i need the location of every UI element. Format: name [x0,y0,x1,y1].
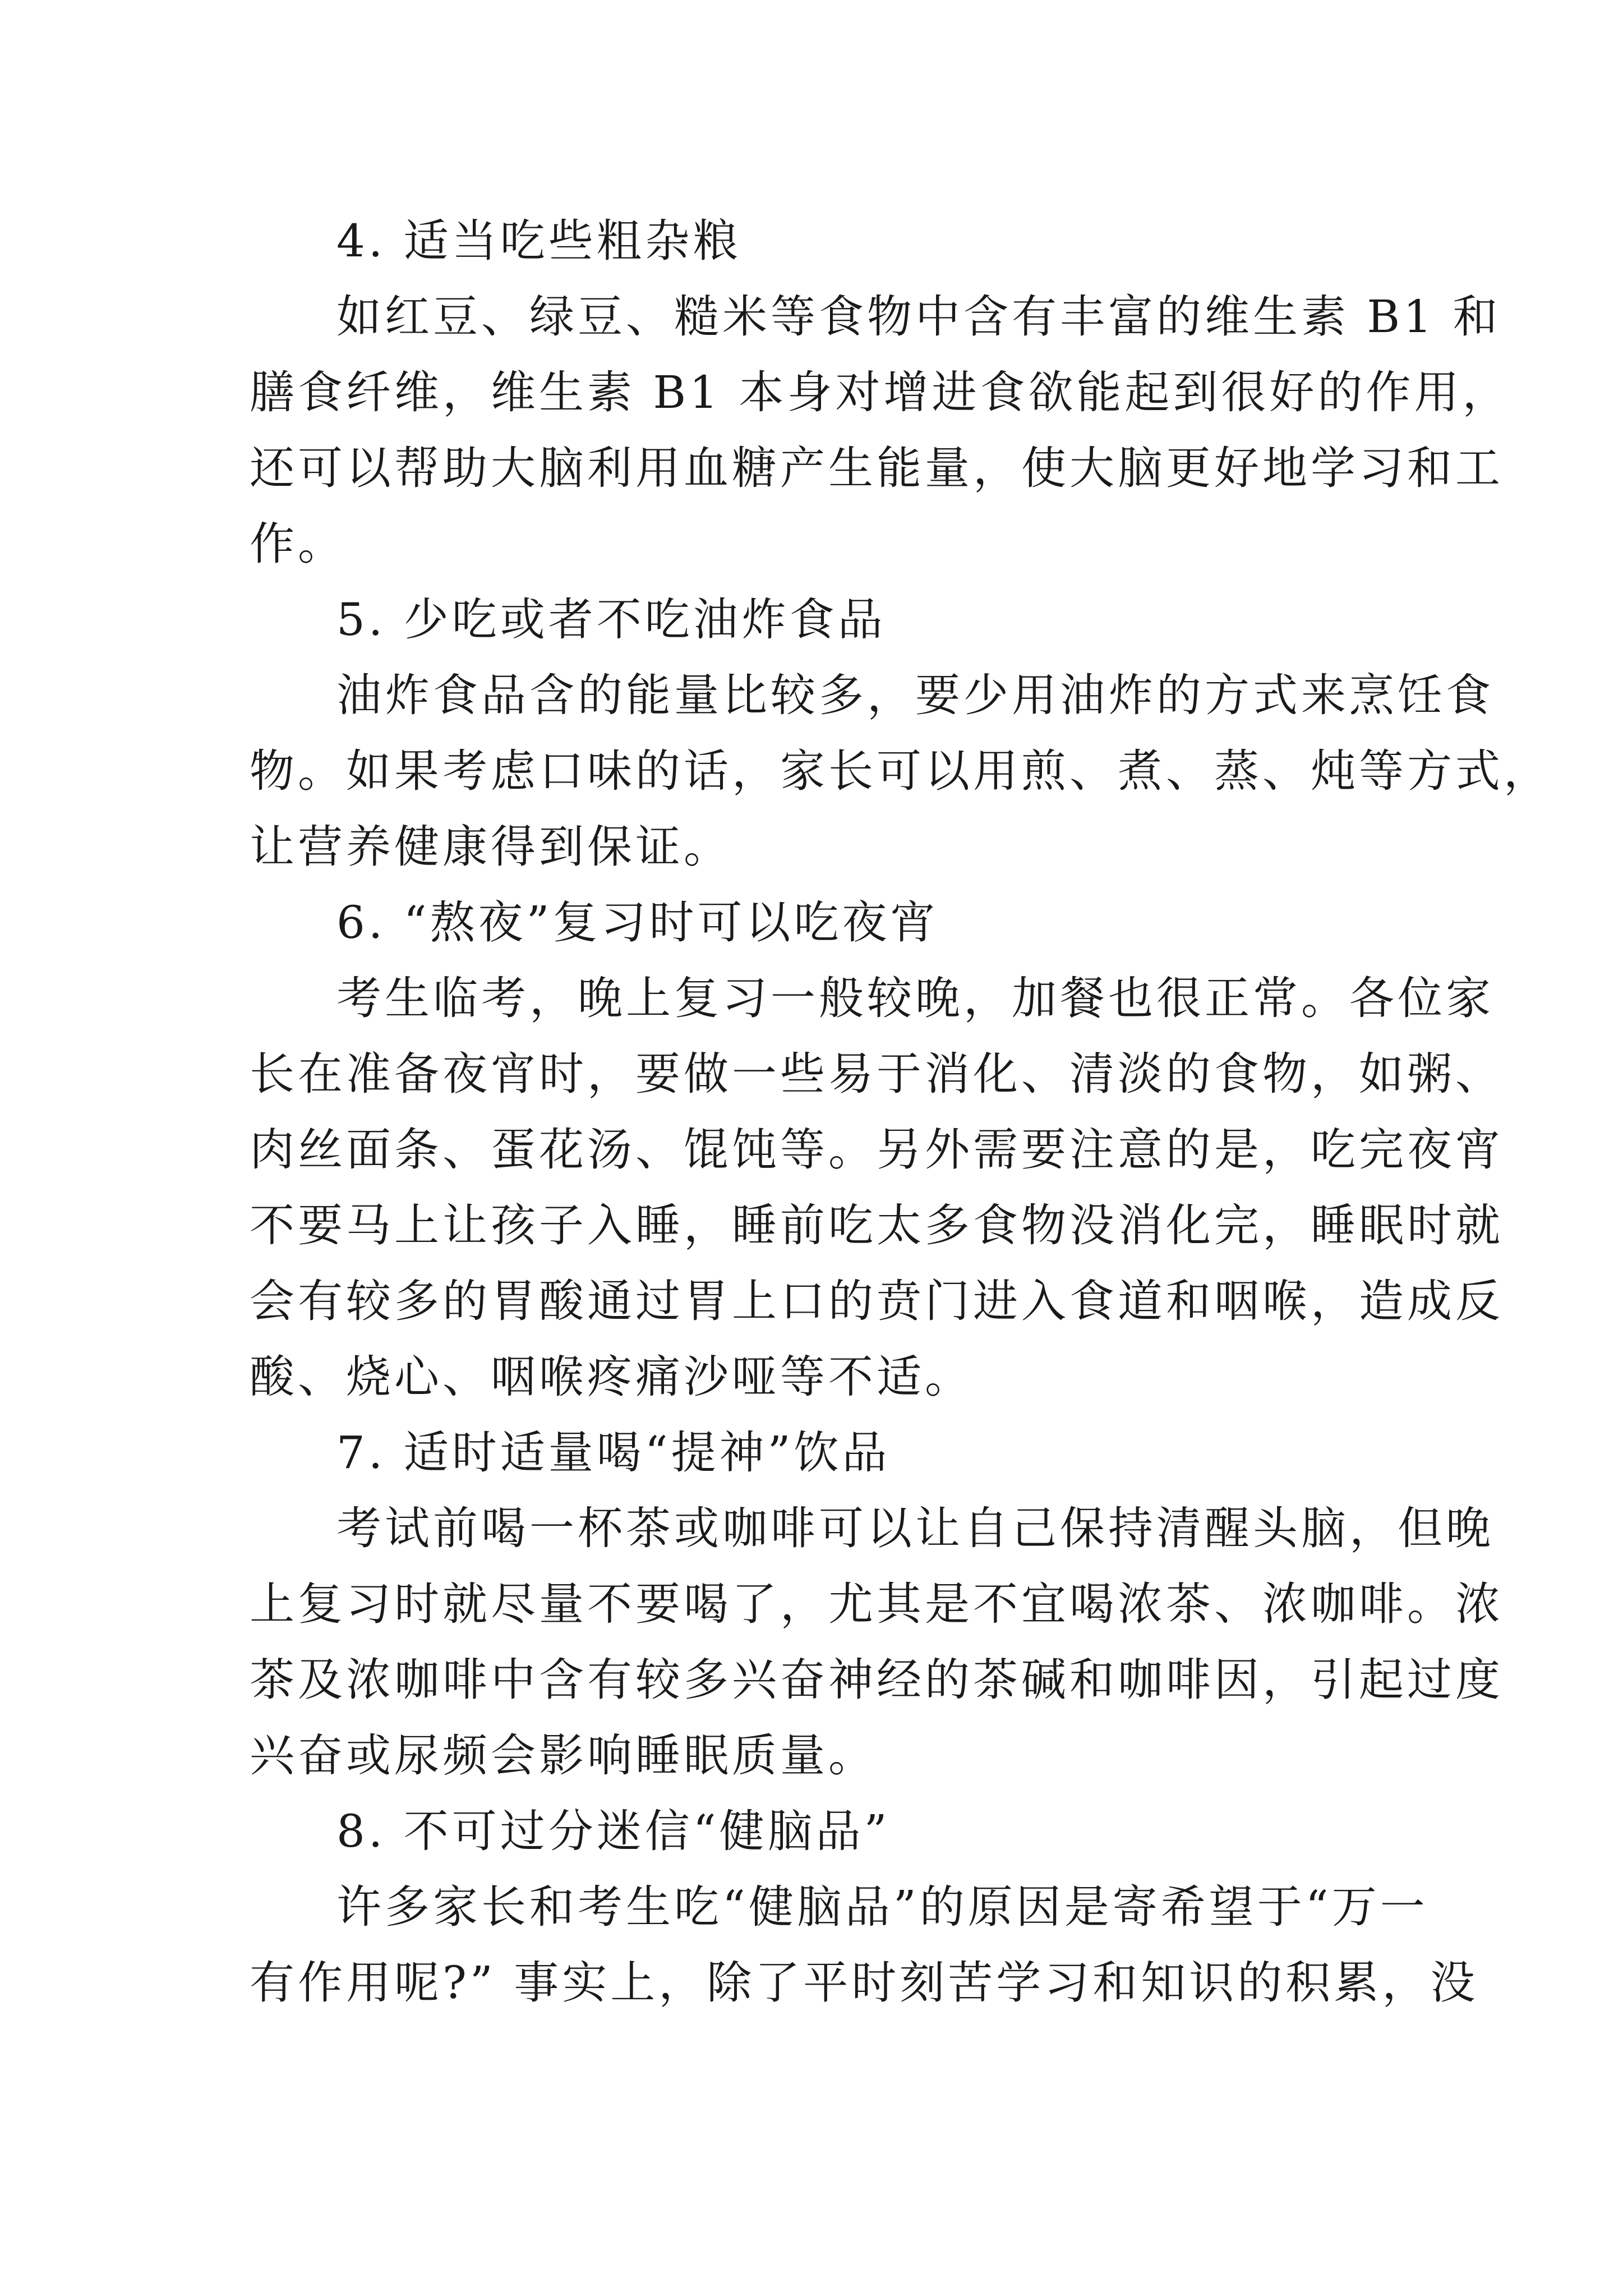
paragraph-line: 肉丝面条、蛋花汤、馄饨等。另外需要注意的是，吃完夜宵 [250,1124,1504,1176]
paragraph-line: 长在准备夜宵时，要做一些易于消化、清淡的食物，如粥、 [250,1048,1504,1100]
paragraph-line: 作。 [250,518,346,570]
heading-5: 5. 少吃或者不吃油炸食品 [336,593,886,646]
paragraph-line: 会有较多的胃酸通过胃上口的贲门进入食道和咽喉，造成反 [250,1275,1504,1327]
paragraph-line: 上复习时就尽量不要喝了，尤其是不宜喝浓茶、浓咖啡。浓 [250,1578,1504,1630]
paragraph-line: 考生临考，晚上复习一般较晚，加餐也很正常。各位家 [336,972,1494,1024]
paragraph-line: 物。如果考虑口味的话，家长可以用煎、煮、蒸、炖等方式， [250,745,1552,797]
paragraph-line: 不要马上让孩子入睡，睡前吃太多食物没消化完，睡眠时就 [250,1199,1504,1251]
paragraph-line: 油炸食品含的能量比较多，要少用油炸的方式来烹饪食 [336,669,1494,721]
paragraph-line: 兴奋或尿频会影响睡眠质量。 [250,1729,877,1782]
heading-6: 6. “熬夜”复习时可以吃夜宵 [336,896,939,949]
paragraph-line: 茶及浓咖啡中含有较多兴奋神经的茶碱和咖啡因，引起过度 [250,1654,1504,1706]
paragraph-line: 许多家长和考生吃“健脑品”的原因是寄希望于“万一 [336,1881,1428,1933]
paragraph-line: 让营养健康得到保证。 [250,821,732,873]
heading-4: 4. 适当吃些粗杂粮 [336,215,741,267]
heading-7: 7. 适时适量喝“提神”饮品 [336,1427,891,1479]
heading-8: 8. 不可过分迷信“健脑品” [336,1805,891,1857]
paragraph-line: 如红豆、绿豆、糙米等食物中含有丰富的维生素 B1 和 [336,291,1501,343]
paragraph-line: 有作用呢?” 事实上，除了平时刻苦学习和知识的积累，没 [250,1957,1479,2009]
paragraph-line: 还可以帮助大脑利用血糖产生能量，使大脑更好地学习和工 [250,442,1504,494]
paragraph-line: 酸、烧心、咽喉疼痛沙哑等不适。 [250,1351,973,1403]
paragraph-line: 考试前喝一杯茶或咖啡可以让自己保持清醒头脑，但晚 [336,1502,1494,1554]
paragraph-line: 膳食纤维，维生素 B1 本身对增进食欲能起到很好的作用， [250,366,1511,418]
